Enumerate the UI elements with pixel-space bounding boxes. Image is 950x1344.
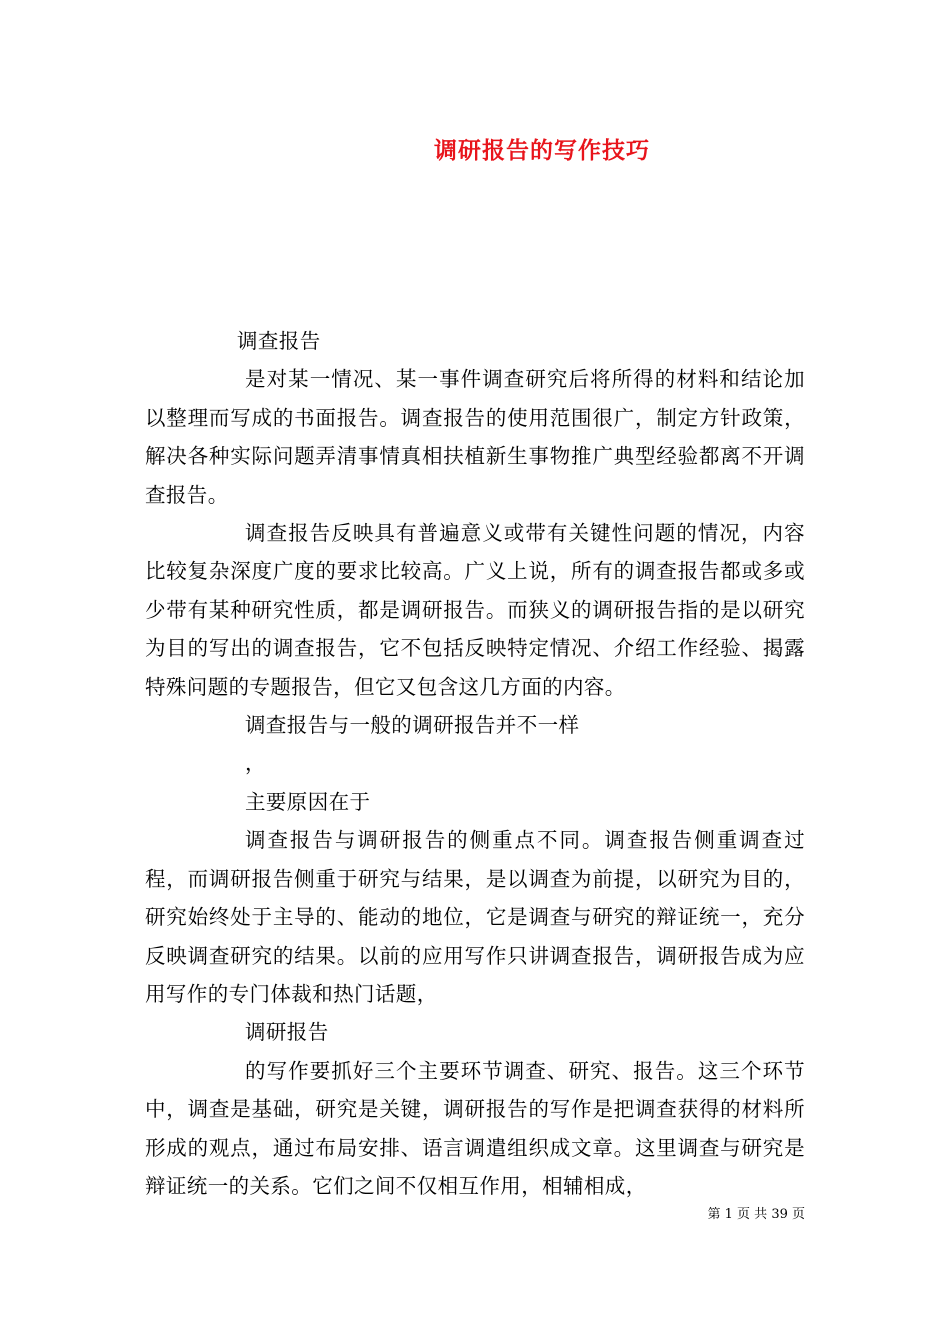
- paragraph-comma: ，: [245, 751, 266, 776]
- paragraph-definition: 是对某一情况、某一事件调查研究后将所得的材料和结论加以整理而写成的书面报告。调查报告的使用范围很广，制定方针政策，解决各种实际问题弄清事情真相扶植新生事物推广典型经验都离不开调查报告。: [145, 367, 805, 507]
- paragraph-difference: 调查报告与一般的调研报告并不一样: [245, 713, 580, 738]
- paragraph-focus: 调查报告与调研报告的侧重点不同。调查报告侧重调查过程，而调研报告侧重于研究与结果，是以调查为前提，以研究为目的，研究始终处于主导的、能动的地位，它是调查与研究的辩证统一，充分反映调查研究的结果。以前的应用写作只讲调查报告，调研报告成为应用写作的专门体裁和热门话题，: [145, 828, 805, 1006]
- section-heading-research-report: 调研报告: [245, 1020, 329, 1045]
- document-title: 调研报告的写作技巧: [434, 137, 650, 164]
- page-number-footer: 第 1 页 共 39 页: [707, 1207, 805, 1222]
- paragraph-main-reason: 主要原因在于: [245, 789, 371, 814]
- paragraph-three-steps: 的写作要抓好三个主要环节调查、研究、报告。这三个环节中，调查是基础，研究是关键，调研报告的写作是把调查获得的材料所形成的观点，通过布局安排、语言调遣组织成文章。这里调查与研究是辩证统一的关系。它们之间不仅相互作用，相辅相成，: [145, 1058, 805, 1198]
- document-body: [145, 322, 805, 1205]
- paragraph-scope: 调查报告反映具有普遍意义或带有关键性问题的情况，内容比较复杂深度广度的要求比较高。广义上说，所有的调查报告都或多或少带有某种研究性质，都是调研报告。而狭义的调研报告指的是以研究为目的写出的调查报告，它不包括反映特定情况、介绍工作经验、揭露特殊问题的专题报告，但它又包含这几方面的内容。: [145, 521, 805, 699]
- section-heading-survey-report: 调查报告: [237, 329, 321, 353]
